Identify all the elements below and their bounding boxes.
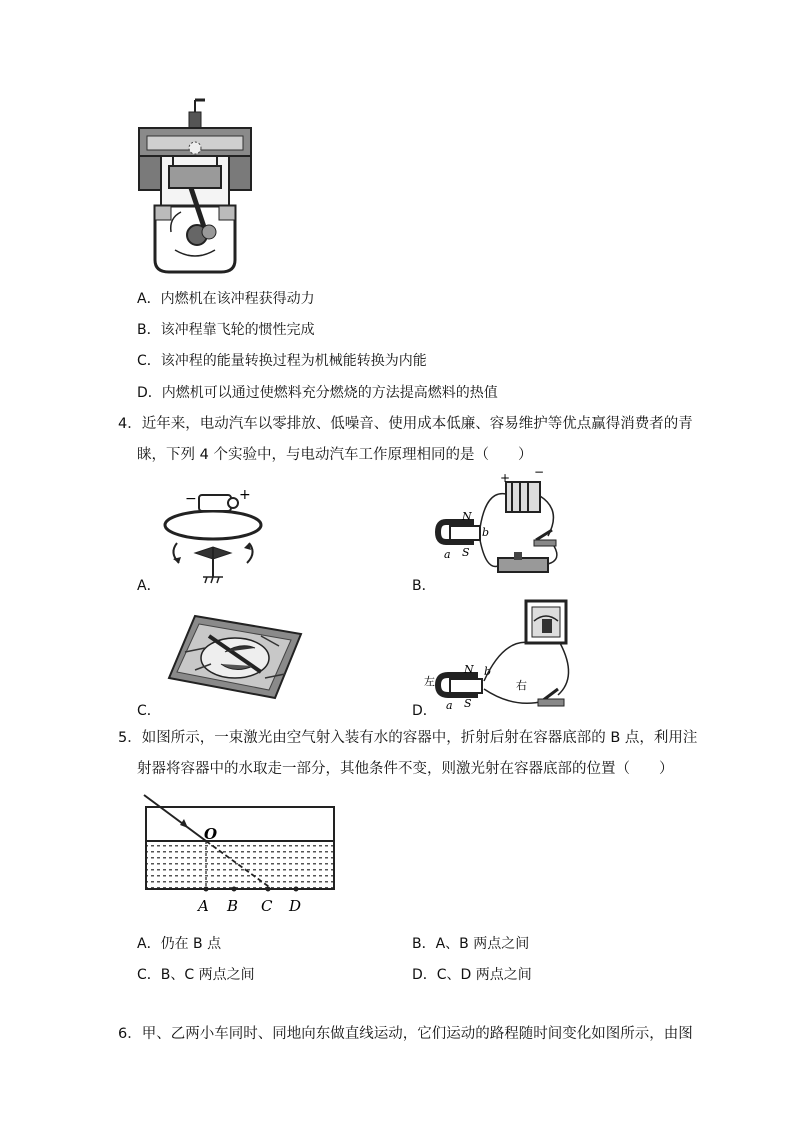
fig-4a-oersted-experiment [163,487,273,587]
fig-5-b-label: B [227,897,239,915]
fig-5-a-label: A [198,897,209,915]
q5-option-c: C．B、C 两点之间 [137,967,255,983]
q4-option-c: C． [137,703,161,719]
fig-4b-s-label: S [462,546,470,559]
q5-option-b: B．A、B 两点之间 [412,936,530,952]
q3-option-b: B．该冲程靠飞轮的惯性完成 [137,322,315,338]
q5-option-a: A．仍在 B 点 [137,936,222,952]
q5-stem-line2: 射器将容器中的水取走一部分，其他条件不变，则激光射在容器底部的位置（ ） [137,761,674,777]
engine-cylinder-figure [135,100,255,275]
fig-4b-n-label: N [462,510,472,523]
q4-option-b: B． [412,578,436,594]
q4-stem-line1: 4．近年来，电动汽车以零排放、低噪音、使用成本低廉、容易维护等优点赢得消费者的青 [118,416,693,432]
fig-4b-plus-label: + [500,471,511,485]
fig-4d-right-label: 右 [516,679,527,692]
q3-option-d: D．内燃机可以通过使燃料充分燃烧的方法提高燃料的热值 [137,385,498,401]
q3-option-a: A．内燃机在该冲程获得动力 [137,291,315,307]
q6-stem-line1: 6．甲、乙两小车同时、同地向东做直线运动，它们运动的路程随时间变化如图所示，由图 [118,1026,693,1042]
q3-option-c: C．该冲程的能量转换过程为机械能转换为内能 [137,353,427,369]
q4-stem-line2: 睐，下列 4 个实验中，与电动汽车工作原理相同的是（ ） [137,447,533,463]
q4-option-d: D． [412,703,437,719]
fig-5-o-label: O [204,825,218,843]
fig-4d-left-label: 左 [424,675,435,688]
fig-4d-s-label: S [464,697,472,710]
fig-4c-magnetic-field-filings [165,612,305,702]
fig-4d-a-label: a [446,699,453,712]
fig-4b-minus-label: − [534,465,545,479]
fig-4b-motor-experiment [436,465,566,585]
fig-4a-minus-label: − [185,491,197,507]
fig-4b-a-label: a [444,548,451,561]
q5-stem-line1: 5．如图所示，一束激光由空气射入装有水的容器中，折射后射在容器底部的 B 点，利用注 [118,730,698,746]
fig-4a-plus-label: + [239,487,251,503]
fig-5-d-label: D [289,897,302,915]
fig-5-refraction-container [144,795,344,915]
q5-option-d: D．C、D 两点之间 [412,967,532,983]
fig-4d-b-label: b [484,665,492,678]
fig-5-c-label: C [261,897,273,915]
fig-4d-induction-experiment [424,597,579,712]
q4-option-a: A． [137,578,161,594]
fig-4d-n-label: N [464,663,474,676]
fig-4b-b-label: b [482,526,490,539]
